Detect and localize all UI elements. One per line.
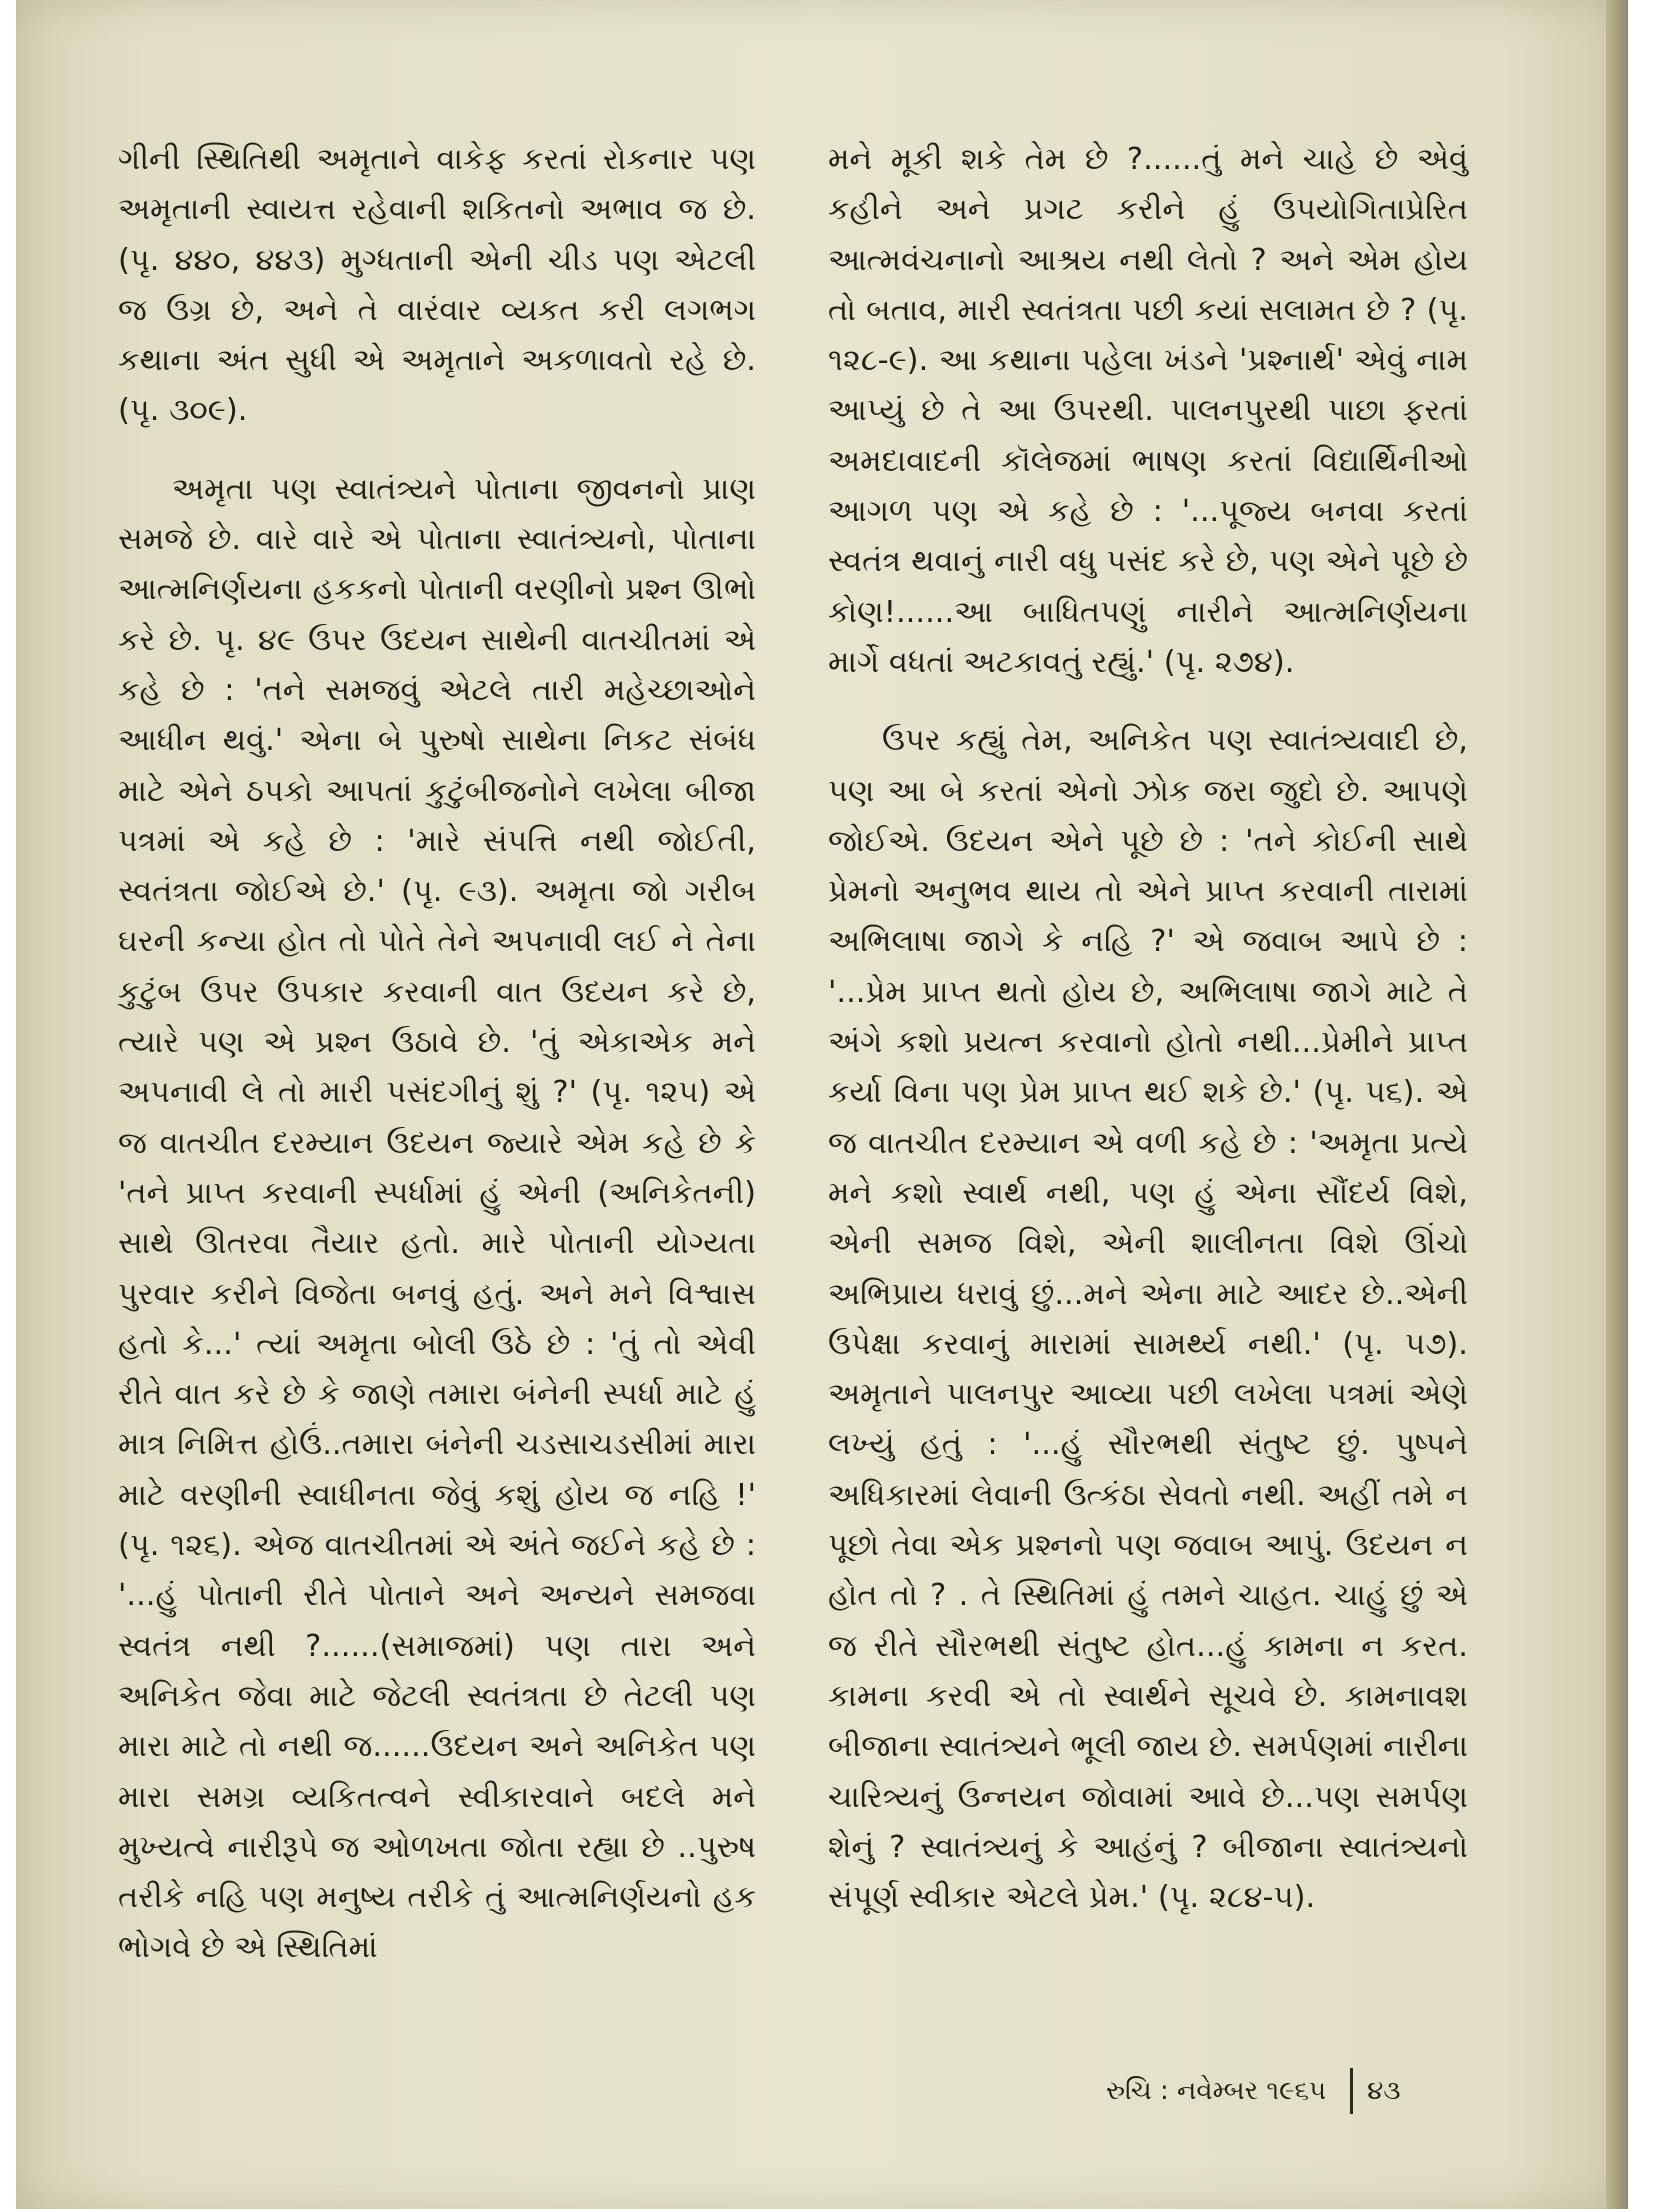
page-footer xyxy=(1106,2068,1401,2114)
page-number: ૪૩ xyxy=(1367,2075,1401,2106)
book-page xyxy=(16,0,1628,2209)
page-edge xyxy=(1606,0,1628,2209)
right-column xyxy=(828,135,1468,1923)
paragraph: ઉપર કહ્યું તેમ, અનિકેત પણ સ્વાતંત્ર્યવાદી છે, પણ આ બે કરતાં એનો ઝોક જરા જુદો છે. આપણે જોઈએ. ઉદયન એને પૂછે છે : 'તને કોઈની સાથે પ્રેમનો અનુભવ થાય તો એને પ્રાપ્ત કરવાની તારામાં અભિલાષા જાગે કે નહિ ?' એ જવાબ આપે છે : '...પ્રેમ પ્રાપ્ત થતો હોય છે, અભિલાષા જાગે માટે તે અંગે કશો પ્રયત્ન કરવાનો હોતો નથી...પ્રેમીને પ્રાપ્ત કર્યા વિના પણ પ્રેમ પ્રાપ્ત થઈ શકે છે.' (પૃ. ૫૬). એ જ વાતચીત દરમ્યાન એ વળી કહે છે : 'અમૃતા પ્રત્યે મને કશો સ્વાર્થ નથી, પણ હું એના સૌંદર્ય વિશે, એની સમજ વિશે, એની શાલીનતા વિશે ઊંચો અભિપ્રાય ધરાવું છું...મને એના માટે આદર છે..એની ઉપેક્ષા કરવાનું મારામાં સામર્થ્ય નથી.' (પૃ. ૫૭). અમૃતાને પાલનપુર આવ્યા પછી લખેલા પત્રમાં એણે લખ્યું હતું : '...હું સૌરભથી સંતુષ્ટ છું. પુષ્પને અધિકારમાં લેવાની ઉત્કંઠા સેવતો નથી. અહીં તમે ન પૂછો તેવા એક પ્રશ્નનો પણ જવાબ આપું. ઉદયન ન હોત તો ? . તે સ્થિતિમાં હું તમને ચાહત. ચાહું છું એ જ રીતે સૌરભથી સંતુષ્ટ હોત...હું કામના ન કરત. કામના કરવી એ તો સ્વાર્થને સૂચવે છે. કામનાવશ બીજાના સ્વાતંત્ર્યને ભૂલી જાય છે. સમર્પણમાં નારીના ચારિત્ર્યનું ઉન્નયન જોવામાં આવે છે...પણ સમર્પણ શેનું ? સ્વાતંત્ર્યનું કે આહંનું ? બીજાના સ્વાતંત્ર્યનો સંપૂર્ણ સ્વીકાર એટલે પ્રેમ.' (પૃ. ૨૮૪-૫). xyxy=(828,723,1468,1916)
running-head: રુચિ : નવેમ્બર ૧૯૬૫ xyxy=(1106,2075,1327,2106)
paragraph: મને મૂકી શકે તેમ છે ?......તું મને ચાહે છે એવું કહીને અને પ્રગટ કરીને હું ઉપયોગિતાપ્રેરિત આત્મવંચનાનો આશ્રય નથી લેતો ? અને એમ હોય તો બતાવ, મારી સ્વતંત્રતા પછી કયાં સલામત છે ? (પૃ. ૧૨૮-૯). આ કથાના પહેલા ખંડને 'પ્રશ્નાર્થ' એવું નામ આપ્યું છે તે આ ઉપરથી. પાલનપુરથી પાછા ફરતાં અમદાવાદની કૉલેજમાં ભાષણ કરતાં વિદ્યાર્થિનીઓ આગળ પણ એ કહે છે : '...પૂજ્ય બનવા કરતાં સ્વતંત્ર થવાનું નારી વધુ પસંદ કરે છે, પણ એને પૂછે છે કોણ!......આ બાધિતપણું નારીને આત્મનિર્ણયના માર્ગે વધતાં અટકાવતું રહ્યું.' (પૃ. ૨૭૪). xyxy=(828,142,1468,680)
left-column xyxy=(118,135,756,1974)
paragraph: અમૃતા પણ સ્વાતંત્ર્યને પોતાના જીવનનો પ્રાણ સમજે છે. વારે વારે એ પોતાના સ્વાતંત્ર્યનો, પોતાના આત્મનિર્ણયના હકકનો પોતાની વરણીનો પ્રશ્ન ઊભો કરે છે. પૃ. ૪૯ ઉપર ઉદયન સાથેની વાતચીતમાં એ કહે છે : 'તને સમજવું એટલે તારી મહેચ્છાઓને આધીન થવું.' એના બે પુરુષો સાથેના નિકટ સંબંધ માટે એને ઠપકો આપતાં કુટુંબીજનોને લખેલા બીજા પત્રમાં એ કહે છે : 'મારે સંપત્તિ નથી જોઈતી, સ્વતંત્રતા જોઈએ છે.' (પૃ. ૯૩). અમૃતા જો ગરીબ ઘરની કન્યા હોત તો પોતે તેને અપનાવી લઈ ને તેના કુટુંબ ઉપર ઉપકાર કરવાની વાત ઉદયન કરે છે, ત્યારે પણ એ પ્રશ્ન ઉઠાવે છે. 'તું એકાએક મને અપનાવી લે તો મારી પસંદગીનું શું ?' (પૃ. ૧૨૫) એ જ વાતચીત દરમ્યાન ઉદયન જ્યારે એમ કહે છે કે 'તને પ્રાપ્ત કરવાની સ્પર્ધામાં હું એની (અનિકેતની) સાથે ઊતરવા તૈયાર હતો. મારે પોતાની યોગ્યતા પુરવાર કરીને વિજેતા બનવું હતું. અને મને વિશ્વાસ હતો કે...' ત્યાં અમૃતા બોલી ઉઠે છે : 'તું તો એવી રીતે વાત કરે છે કે જાણે તમારા બંનેની સ્પર્ધા માટે હું માત્ર નિમિત્ત હોઉં..તમારા બંનેની ચડસાચડસીમાં મારા માટે વરણીની સ્વાધીનતા જેવું કશું હોય જ નહિ !' (પૃ. ૧૨૬). એજ વાતચીતમાં એ અંતે જઈને કહે છે : '...હું પોતાની રીતે પોતાને અને અન્યને સમજવા સ્વતંત્ર નથી ?......(સમાજમાં) પણ તારા અને અનિકેત જેવા માટે જેટલી સ્વતંત્રતા છે તેટલી પણ મારા માટે તો નથી જ......ઉદયન અને અનિકેત પણ મારા સમગ્ર વ્યકિતત્વને સ્વીકારવાને બદલે મને મુખ્યત્વે નારીરૂપે જ ઓળખતા જોતા રહ્યા છે ..પુરુષ તરીકે નહિ પણ મનુષ્ય તરીકે તું આત્મનિર્ણયનો હક ભોગવે છે એ સ્થિતિમાં xyxy=(118,471,756,1966)
paragraph: ગીની સ્થિતિથી અમૃતાને વાકેફ કરતાં રોકનાર પણ અમૃતાની સ્વાયત્ત રહેવાની શકિતનો અભાવ જ છે. (પૃ. ૪૪૦, ૪૪૩) મુગ્ધતાની એની ચીડ પણ એટલી જ ઉગ્ર છે, અને તે વારંવાર વ્યકત કરી લગભગ કથાના અંત સુધી એ અમૃતાને અકળાવતો રહે છે. (પૃ. ૩૦૯). xyxy=(118,142,756,429)
footer-divider xyxy=(1350,2068,1353,2114)
